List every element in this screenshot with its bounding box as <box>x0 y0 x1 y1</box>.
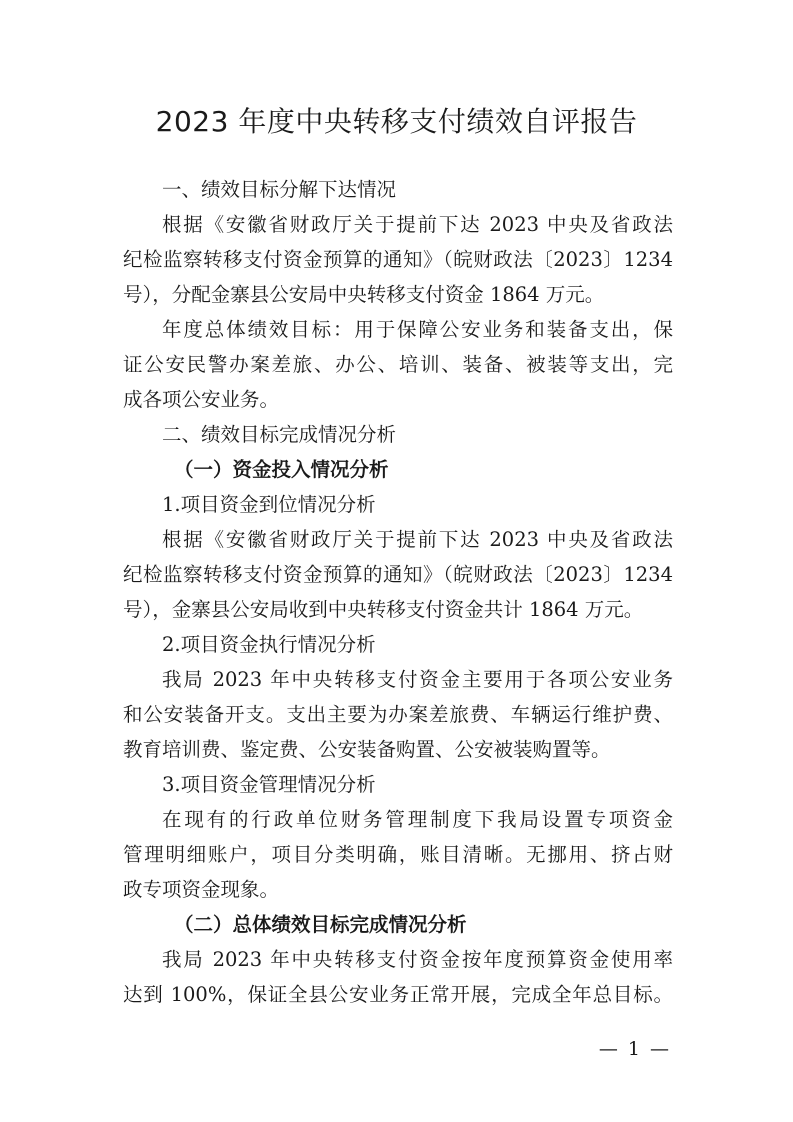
paragraph-line: 根据《安徽省财政厅关于提前下达 2023 中央及省政法 <box>162 528 673 551</box>
paragraph-line: 号），分配金寨县公安局中央转移支付资金 1864 万元。 <box>123 283 605 306</box>
paragraph-line: 纪检监察转移支付资金预算的通知》（皖财政法〔2023〕1234 <box>123 563 673 586</box>
section-heading-2: 二、绩效目标完成情况分析 <box>162 423 397 446</box>
paragraph-line: 根据《安徽省财政厅关于提前下达 2023 中央及省政法 <box>162 213 673 236</box>
document-body <box>123 172 673 1012</box>
paragraph-line: 在现有的行政单位财务管理制度下我局设置专项资金 <box>162 808 673 831</box>
paragraph-line: 证公安民警办案差旅、办公、培训、装备、被装等支出，完 <box>123 353 673 376</box>
paragraph-line: 达到 100%，保证全县公安业务正常开展，完成全年总目标。 <box>123 983 673 1006</box>
paragraph-line: 我局 2023 年中央转移支付资金按年度预算资金使用率 <box>162 948 673 971</box>
item-heading-2: 2.项目资金执行情况分析 <box>162 633 376 656</box>
item-heading-1: 1.项目资金到位情况分析 <box>162 493 376 516</box>
paragraph-line: 和公安装备开支。支出主要为办案差旅费、车辆运行维护费、 <box>123 703 673 726</box>
item-heading-3: 3.项目资金管理情况分析 <box>162 773 376 796</box>
paragraph-line: 我局 2023 年中央转移支付资金主要用于各项公安业务 <box>162 668 673 691</box>
paragraph-line: 管理明细账户，项目分类明确，账目清晰。无挪用、挤占财 <box>123 843 673 866</box>
paragraph-line: 政专项资金现象。 <box>123 878 280 901</box>
section-heading-1: 一、绩效目标分解下达情况 <box>162 178 397 201</box>
subsection-heading-1: （一）资金投入情况分析 <box>174 458 389 481</box>
page-number: — 1 — <box>598 1038 671 1060</box>
paragraph-line: 号），金寨县公安局收到中央转移支付资金共计 1864 万元。 <box>123 598 644 621</box>
subsection-heading-2: （二）总体绩效目标完成情况分析 <box>174 913 467 936</box>
paragraph-line: 年度总体绩效目标：用于保障公安业务和装备支出，保 <box>162 318 673 341</box>
document-title: 2023 年度中央转移支付绩效自评报告 <box>155 105 638 138</box>
paragraph-line: 教育培训费、鉴定费、公安装备购置、公安被装购置等。 <box>123 738 611 761</box>
paragraph-line: 纪检监察转移支付资金预算的通知》（皖财政法〔2023〕1234 <box>123 248 673 271</box>
paragraph-line: 成各项公安业务。 <box>123 388 280 411</box>
